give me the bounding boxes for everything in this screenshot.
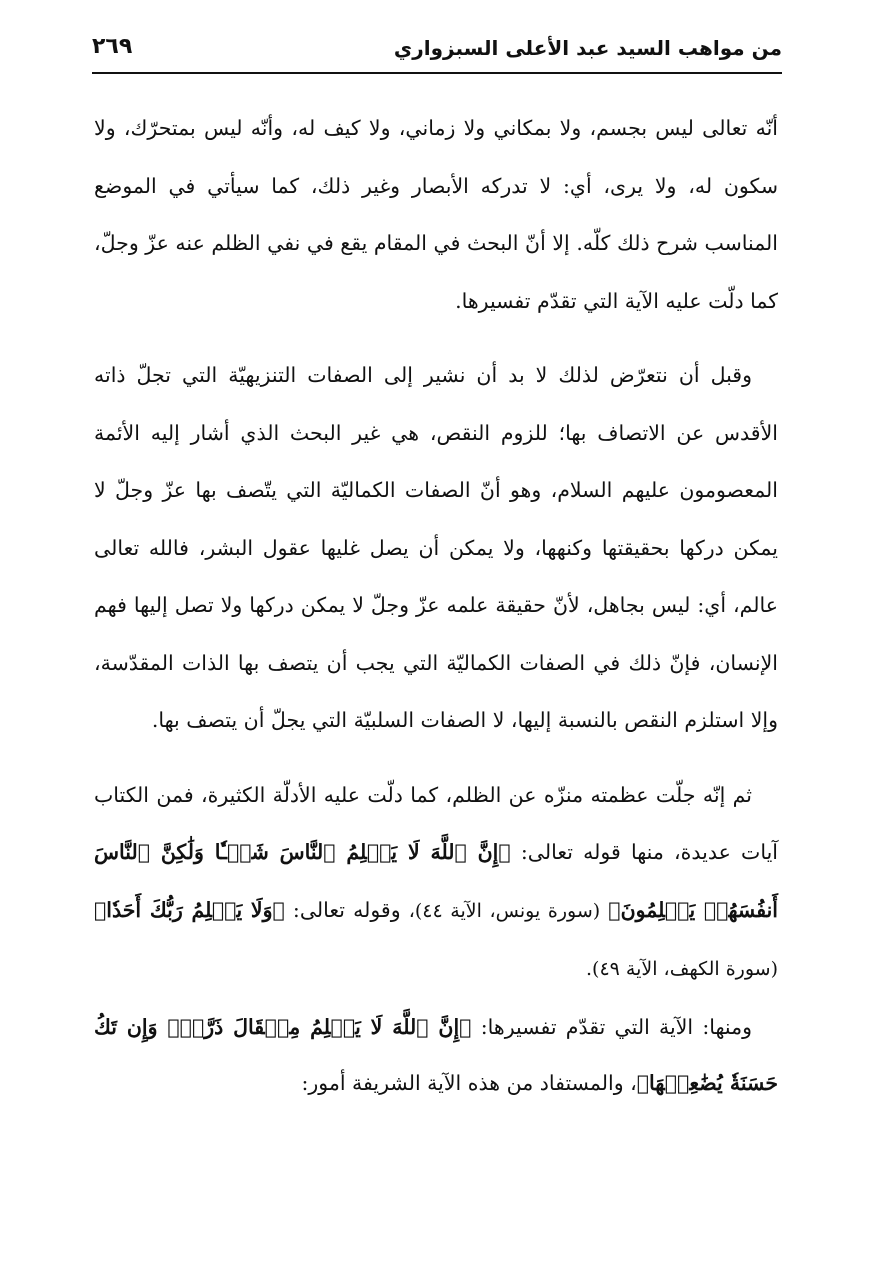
page-header — [92, 30, 782, 74]
running-title: من مواهب السيد عبد الأعلى السبزواري — [393, 36, 782, 60]
paragraph-2-text: وقبل أن نتعرّض لذلك لا بد أن نشير إلى الصفات التنزيهيّة التي تجلّ ذاته الأقدس عن الاتصاف بها؛ للزوم النقص، هي غير البحث الذي أشار إليه الأئمة المعصومون عليهم السلام، وهو أنّ الصفات الكماليّة التي يتّصف بها عزّ وجلّ لا يمكن دركها بحقيقتها وكنهها، ولا يمكن أن يصل غليها عقول البشر، فالله تعالى عالم، أي: ليس بجاهل، لأنّ حقيقة علمه عزّ وجلّ لا يمكن دركها ولا تصل إليها فهم الإنسان، فإنّ ذلك في الصفات الكماليّة التي يجب أن يتصف بها الذات المقدّسة، وإلا استلزم النقص بالنسبة إليها، لا الصفات السلبيّة التي يجلّ أن يتصف بها. — [94, 363, 778, 732]
body-text — [94, 100, 778, 1111]
verse-reference-kahf: (سورة الكهف، الآية ٤٩). — [586, 958, 778, 980]
page-number: ٢٦٩ — [92, 34, 133, 59]
paragraph-1 — [94, 100, 778, 330]
header-rule — [92, 72, 782, 74]
paragraph-3 — [94, 767, 778, 999]
paragraph-3-intro: ثم إنّه جلّت عظمته منزّه عن الظلم، كما دلّت عليه الأدلّة الكثيرة، فمن الكتاب آيات عديدة، منها قوله تعالى: — [94, 782, 778, 864]
verse-reference-yunus: (سورة يونس، الآية ٤٤)، — [408, 899, 601, 922]
paragraph-4-intro: ومنها: الآية التي تقدّم تفسيرها: — [480, 1014, 752, 1039]
paragraph-1-text: أنّه تعالى ليس بجسم، ولا بمكاني ولا زماني، ولا كيف له، وأنّه ليس بمتحرّك، ولا سكون له، ولا يرى، أي: لا تدركه الأبصار وغير ذلك، كما سيأتي في الموضع المناسب شرح ذلك كلّه. إلا أنّ البحث في المقام يقع في نفي الظلم عنه عزّ وجلّ، كما دلّت عليه الآية التي تقدّم تفسيرها. — [94, 116, 778, 313]
paragraph-4-outro: ، والمستفاد من هذه الآية الشريفة أمور: — [301, 1070, 637, 1095]
paragraph-3-mid: وقوله تعالى: — [292, 897, 401, 922]
quran-verse-nisa: ﴿إِنَّ ٱللَّهَ لَا يَظۡلِمُ مِثۡقَالَ ذَرَّةٖۖ وَإِن تَكُ حَسَنَةٗ يُضَٰعِفۡهَا﴾ — [94, 1014, 778, 1095]
paragraph-4 — [94, 999, 778, 1111]
paragraph-2 — [94, 347, 778, 750]
quran-verse-kahf: ﴿وَلَا يَظۡلِمُ رَبُّكَ أَحَدٗا﴾ — [94, 897, 285, 922]
quran-verse-yunus: ﴿إِنَّ ٱللَّهَ لَا يَظۡلِمُ ٱلنَّاسَ شَيۡـٔٗا وَلَٰكِنَّ ٱلنَّاسَ أَنفُسَهُمۡ يَظۡلِمُونَ﴾ — [94, 840, 778, 922]
